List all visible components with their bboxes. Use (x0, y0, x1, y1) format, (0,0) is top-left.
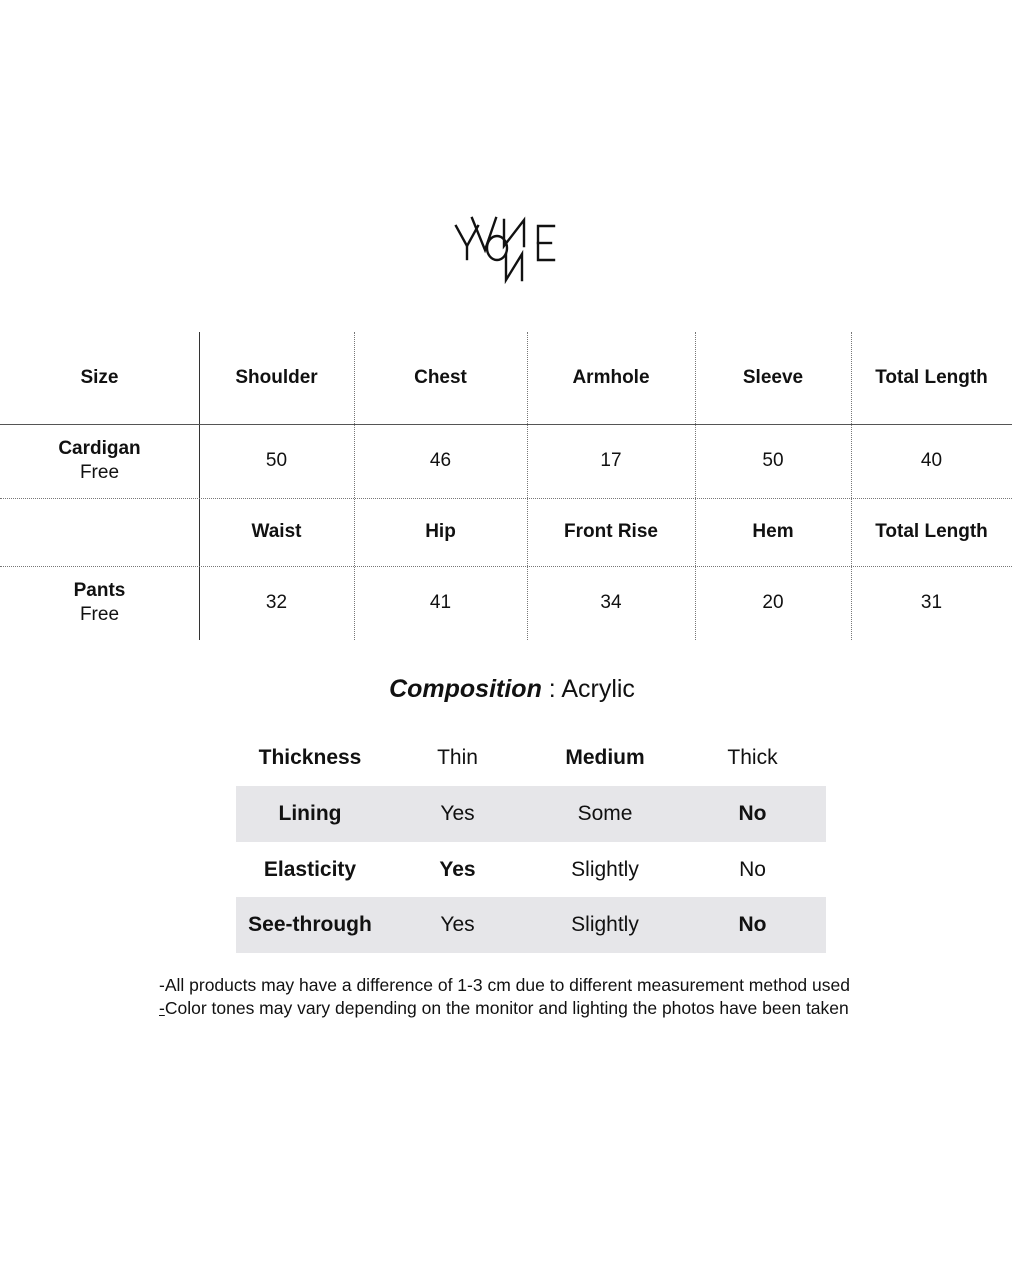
fabric-option: Thick (727, 746, 778, 769)
fabric-row-label: Elasticity (263, 858, 357, 881)
header-pants-total-length: Total Length (875, 521, 988, 542)
pants-size: Free (79, 604, 120, 625)
fabric-row-label: Lining (278, 802, 342, 825)
header-waist: Waist (251, 521, 302, 542)
fabric-row-thickness (236, 730, 826, 786)
fabric-option: Some (577, 802, 633, 825)
fabric-option: No (739, 858, 766, 881)
fabric-option: Medium (565, 746, 645, 769)
header-size: Size (80, 367, 119, 388)
fabric-row-lining (236, 786, 826, 842)
fabric-option: Yes (440, 913, 475, 936)
note-color (159, 997, 850, 1020)
composition-line (0, 672, 1024, 706)
cardigan-size: Free (79, 462, 120, 483)
note-color-text: Color tones may vary depending on the monitor and lighting the photos have been taken (164, 998, 849, 1018)
fabric-option: Slightly (571, 913, 639, 936)
header-armhole: Armhole (572, 367, 650, 388)
header-shoulder: Shoulder (235, 367, 318, 388)
fabric-option: No (738, 913, 767, 936)
header-front-rise: Front Rise (564, 521, 658, 542)
cardigan-chest-value: 46 (429, 450, 452, 471)
cardigan-name: Cardigan (58, 438, 141, 459)
header-hem: Hem (752, 521, 794, 542)
note-measurement: -All products may have a difference of 1-3 cm due to different measurement method used (159, 975, 850, 995)
yvonne-logo (452, 214, 562, 284)
fabric-option: Slightly (571, 858, 639, 881)
fabric-option: Yes (440, 802, 475, 825)
pants-front-rise-value: 34 (600, 592, 622, 613)
fabric-properties-table (236, 730, 826, 953)
pants-total-length-value: 31 (920, 592, 943, 613)
cardigan-sleeve-value: 50 (762, 450, 784, 471)
size-table (0, 332, 1012, 640)
pants-label (0, 566, 199, 640)
cardigan-armhole-value: 17 (600, 450, 622, 471)
header-sleeve: Sleeve (742, 367, 804, 388)
fabric-row-label: Thickness (258, 746, 362, 769)
pants-hem-value: 20 (762, 592, 784, 613)
cardigan-label (0, 424, 199, 498)
fabric-option: Thin (437, 746, 478, 769)
fabric-row-label: See-through (248, 913, 372, 936)
disclaimer-notes (159, 974, 850, 1020)
pants-hip-value: 41 (429, 592, 452, 613)
pants-waist-value: 32 (265, 592, 288, 613)
fabric-option: Yes (439, 858, 476, 881)
composition-value: Acrylic (561, 675, 635, 703)
composition-label: Composition (389, 675, 542, 703)
fabric-option: No (738, 802, 767, 825)
composition-separator: : (541, 675, 562, 703)
header-hip: Hip (425, 521, 456, 542)
fabric-row-elasticity (236, 842, 826, 898)
header-total-length: Total Length (875, 367, 988, 388)
cardigan-shoulder-value: 50 (265, 450, 288, 471)
header-chest: Chest (414, 367, 467, 388)
note-color-dash: - (159, 998, 165, 1018)
pants-name: Pants (73, 580, 126, 601)
cardigan-total-length-value: 40 (920, 450, 943, 471)
fabric-row-see-through (236, 897, 826, 953)
